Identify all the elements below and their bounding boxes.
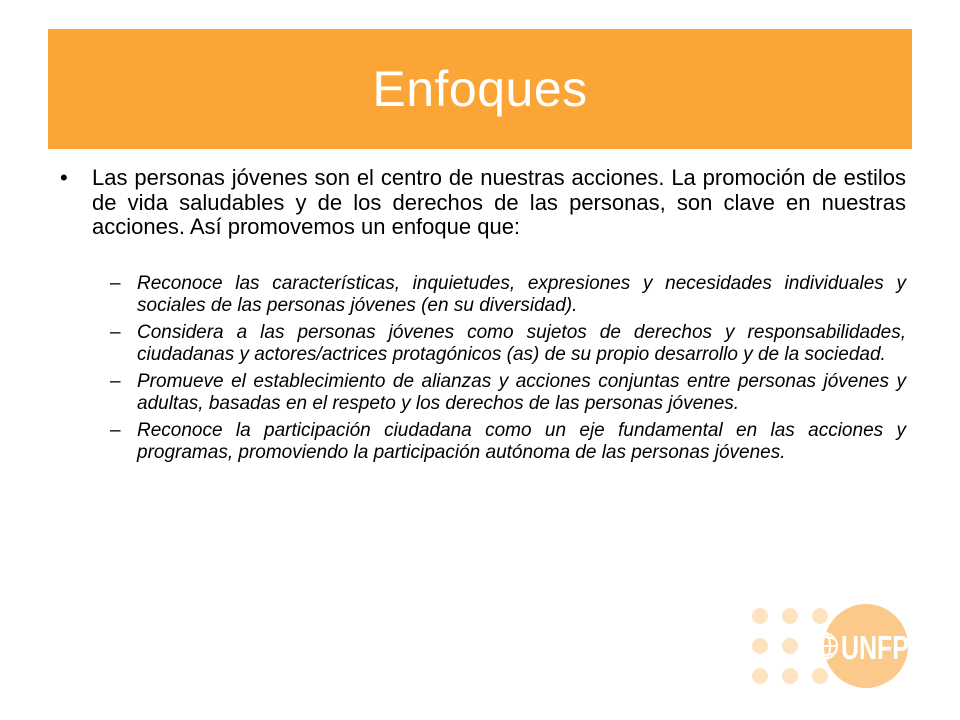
- sub-bullet-text: Reconoce las características, inquietudes, expresiones y necesidades individuales y sociales de las personas jóvenes (en su diversidad).: [137, 272, 906, 316]
- un-emblem-icon: [811, 633, 837, 659]
- slide-content: [60, 166, 906, 469]
- sub-bullet-item: [60, 371, 906, 415]
- sub-bullet-list: [60, 273, 906, 464]
- dash-marker: –: [110, 321, 121, 343]
- dash-marker: –: [110, 272, 121, 294]
- slide-title: Enfoques: [372, 61, 588, 117]
- dash-marker: –: [110, 370, 121, 392]
- sub-bullet-item: [60, 420, 906, 464]
- sub-bullet-text: Reconoce la participación ciudadana como un eje fundamental en las acciones y programas, promoviendo la participación autónoma de las personas jóvenes.: [137, 419, 906, 463]
- main-bullet-text: Las personas jóvenes son el centro de nuestras acciones. La promoción de estilos de vida saludables y de los derechos de las personas, son clave en nuestras acciones. Así promovemos un enfoque que:: [92, 165, 906, 239]
- sub-bullet-item: [60, 322, 906, 366]
- sub-bullet-item: [60, 273, 906, 317]
- sub-bullet-text: Promueve el establecimiento de alianzas y acciones conjuntas entre personas jóvenes y adultas, basadas en el respeto y los derechos de las personas jóvenes.: [137, 370, 906, 414]
- main-bullet: [60, 166, 906, 240]
- bullet-marker: •: [60, 165, 68, 190]
- logo-text: UNFPA: [841, 629, 925, 666]
- unfpa-logo: [748, 604, 928, 688]
- title-bar: [48, 29, 912, 149]
- sub-bullet-text: Considera a las personas jóvenes como sujetos de derechos y responsabilidades, ciudadanas y actores/actrices protagónicos (as) de su propio desarrollo y de la sociedad.: [137, 321, 906, 365]
- dash-marker: –: [110, 419, 121, 441]
